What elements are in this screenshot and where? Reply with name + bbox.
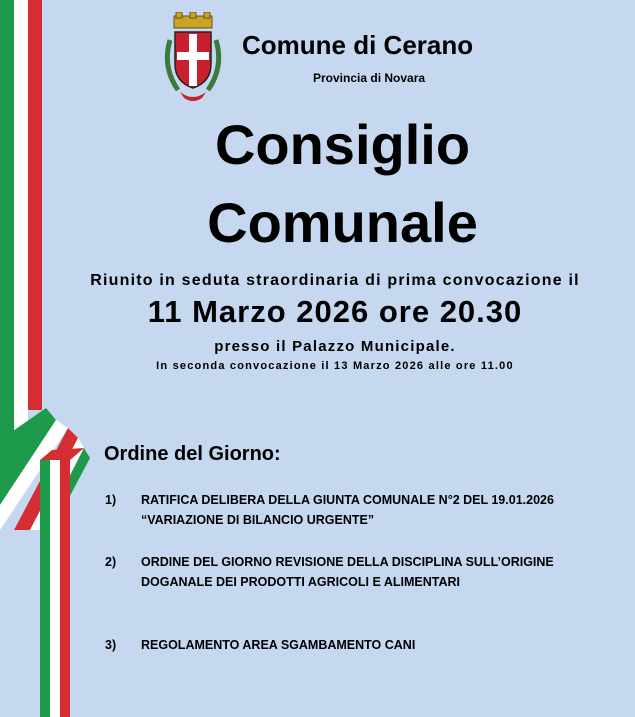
agenda-item-text: RATIFICA DELIBERA DELLA GIUNTA COMUNALE N°2 DEL 19.01.2026 “VARIAZIONE DI BILANCIO URGENTE” xyxy=(141,493,554,527)
ribbon-white-lower xyxy=(50,460,60,717)
title-line-2: Comunale xyxy=(207,191,478,254)
ribbon-green-lower xyxy=(40,460,50,717)
ribbon-red-lower xyxy=(60,460,70,717)
agenda-item-text: REGOLAMENTO AREA SGAMBAMENTO CANI xyxy=(141,638,416,652)
ribbon-green-upper xyxy=(0,0,14,440)
org-name: Comune di Cerano xyxy=(242,30,474,60)
agenda-item-text: ORDINE DEL GIORNO REVISIONE DELLA DISCIPLINA SULL’ORIGINE DOGANALE DEI PRODOTTI AGRICOLI E ALIMENTARI xyxy=(141,555,554,589)
meeting-venue: presso il Palazzo Municipale. xyxy=(214,338,456,355)
agenda-item-number: 2) xyxy=(105,555,117,569)
agenda-heading: Ordine del Giorno: xyxy=(104,443,281,465)
agenda-item-number: 3) xyxy=(105,638,117,652)
coat-of-arms-icon xyxy=(160,12,226,104)
session-description: Riunito in seduta straordinaria di prima convocazione il xyxy=(90,272,580,289)
province-subtitle: Provincia di Novara xyxy=(313,71,426,85)
title-line-1: Consiglio xyxy=(214,113,471,176)
second-call-notice: In seconda convocazione il 13 Marzo 2026 alle ore 11.00 xyxy=(156,360,514,372)
meeting-datetime: 11 Marzo 2026 ore 20.30 xyxy=(147,294,523,329)
agenda-item-number: 1) xyxy=(105,493,117,507)
